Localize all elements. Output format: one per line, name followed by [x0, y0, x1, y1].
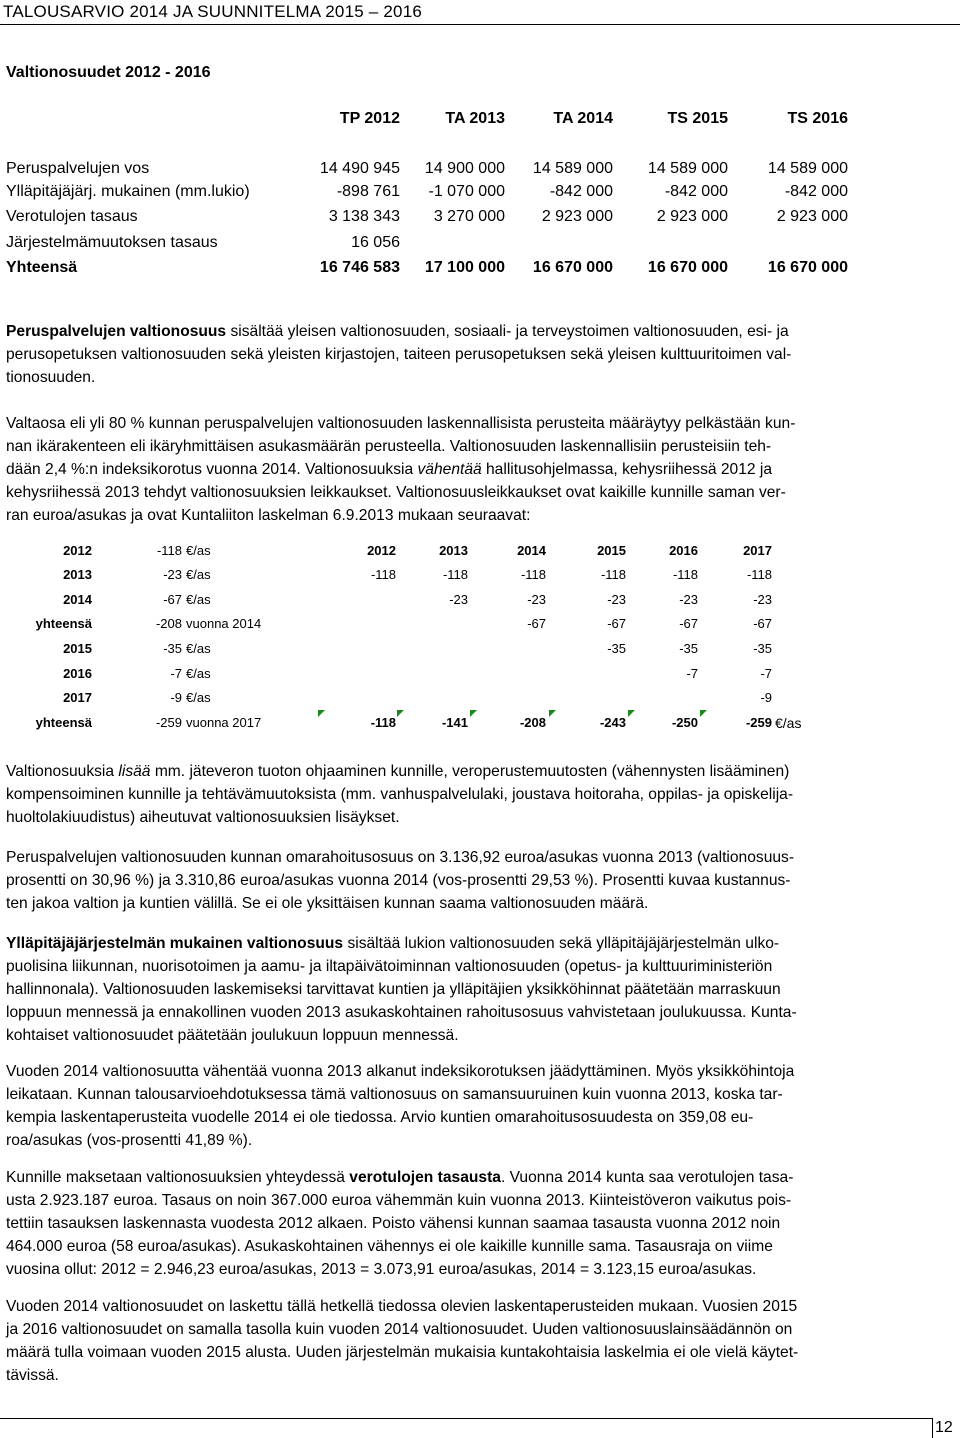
table-cell: -118: [370, 567, 396, 582]
comment-marker-icon: [549, 710, 556, 717]
row-label: Ylläpitäjäjärj. mukainen (mm.lukio): [6, 183, 250, 200]
paragraph-line: kohtaiset valtionosuudet päätetään joulukuun loppuun mennessä.: [6, 1027, 459, 1044]
row-label: yhteensä: [35, 715, 92, 730]
paragraph-line: ten jakoa valtion ja kuntien välillä. Se ei ole yksittäisen kunnan saama valtionosuuden määrä.: [6, 895, 649, 912]
row-amount: -259: [155, 715, 182, 730]
table-cell: -118: [520, 567, 546, 582]
row-unit: vuonna 2014: [186, 616, 262, 631]
paragraph-line: Valtaosa eli yli 80 % kunnan peruspalvelujen valtionosuuden laskennallisista perusteita määräytyy pelkästään kun-: [6, 415, 796, 432]
table-cell: -35: [753, 641, 772, 656]
row-label: Peruspalvelujen vos: [6, 160, 150, 177]
table-cell: 14 589 000: [767, 160, 848, 177]
table-cell: 14 490 945: [319, 160, 400, 177]
row-label: 2015: [63, 641, 92, 656]
paragraph-line: Vuoden 2014 valtionosuudet on laskettu tällä hetkellä tiedossa olevien laskentaperusteiden mukaan. Vuosien 2015: [6, 1298, 798, 1315]
row-amount: -118: [156, 543, 182, 558]
paragraph-line: nan ikärakenteen eli ikäryhmittäisen asukasmäärän perusteella. Valtionosuuden laskennallisiin perusteisiin teh-: [6, 438, 772, 455]
table-cell-total: 16 670 000: [647, 259, 728, 276]
table-cell: -243: [599, 715, 626, 730]
row-label: yhteensä: [35, 616, 92, 631]
table-cell-total: 17 100 000: [424, 259, 505, 276]
paragraph-line: kempia laskentaperusteita vuodelle 2014 ei ole tiedossa. Arvio kuntien omarahoitusosuudesta on 359,08 eu-: [6, 1109, 754, 1126]
paragraph-line: tionosuuden.: [6, 369, 96, 386]
column-header: TS 2015: [667, 110, 728, 127]
paragraph-line: roa/asukas (vos-prosentti 41,89 %).: [6, 1132, 253, 1149]
paragraph: [6, 1166, 954, 1281]
row-label: Verotulojen tasaus: [6, 208, 138, 225]
paragraph: [6, 760, 954, 829]
table-cell: -118: [672, 567, 698, 582]
table-cell: -842 000: [549, 183, 613, 200]
row-label-total: Yhteensä: [6, 259, 78, 276]
table-cell: -7: [760, 666, 772, 681]
paragraph-line: vuosina ollut: 2012 = 2.946,23 euroa/asukas, 2013 = 3.073,91 euroa/asukas, 2014 = 3.123,15 euroa/asukas.: [6, 1261, 757, 1278]
row-unit: €/as: [186, 592, 211, 607]
row-unit: €/as: [775, 715, 802, 731]
paragraph-line: 464.000 euroa (58 euroa/asukas). Asukaskohtainen vähennys ei ole kaikille kunnille sama. Tasausraja on viime: [6, 1238, 773, 1255]
row-amount: -35: [163, 641, 182, 656]
row-unit: €/as: [186, 666, 211, 681]
header-rule: [0, 24, 960, 25]
paragraph-line: usta 2.923.187 euroa. Tasaus on noin 367.000 euroa vähemmän kuin vuonna 2013. Kiinteistöveron vaikutus pois-: [6, 1192, 792, 1209]
table-cell: 3 138 343: [328, 208, 400, 225]
year-header: 2016: [669, 543, 698, 558]
row-label: 2017: [63, 690, 92, 705]
comment-marker-icon: [628, 710, 635, 717]
comment-marker-icon: [318, 710, 325, 717]
table-cell: 2 923 000: [776, 208, 848, 225]
table-cell: -23: [449, 592, 468, 607]
year-header: 2014: [517, 543, 546, 558]
table-cell: -35: [607, 641, 626, 656]
paragraph: [6, 412, 954, 527]
table-cell: -259: [745, 715, 772, 730]
row-amount: -7: [170, 666, 182, 681]
paragraph-line: prosentti on 30,96 %) ja 3.310,86 euroa/asukas vuonna 2014 (vos-prosentti 29,53 %). Prosentti kuvaa kustannus-: [6, 872, 791, 889]
year-header: 2015: [597, 543, 626, 558]
table-cell: -898 761: [336, 183, 400, 200]
paragraph-line: tettiin tasauksen laskennasta vuodesta 2012 alkaen. Poisto vähensi kunnan saamaa tasausta vuonna 2012 noin: [6, 1215, 781, 1232]
table-cell-total: 16 670 000: [767, 259, 848, 276]
table-cell: -9: [760, 690, 772, 705]
comment-marker-icon: [397, 710, 404, 717]
header-title: TALOUSARVIO 2014 JA SUUNNITELMA 2015 – 2016: [3, 2, 423, 21]
paragraph-line: loppuun mennessä ja ennakollinen vuoden 2013 asukaskohtainen rahoitusosuus vahvistetaan joulukuussa. Kunta-: [6, 1004, 797, 1021]
section-title: Valtionosuudet 2012 - 2016: [6, 64, 211, 81]
table-cell: -250: [671, 715, 698, 730]
table-cell: 2 923 000: [656, 208, 728, 225]
comment-marker-icon: [470, 710, 477, 717]
table-cell: -67: [679, 616, 698, 631]
table-cell: -842 000: [784, 183, 848, 200]
paragraph-line: kompensoiminen kunnille ja tehtävämuutoksista (mm. vanhuspalvelulaki, joustava hoitoraha, oppilas- ja opiskelija-: [6, 786, 794, 803]
table-cell: -208: [519, 715, 546, 730]
table-cell: 14 589 000: [647, 160, 728, 177]
paragraph-line: Kunnille maksetaan valtionosuuksien yhteydessä verotulojen tasausta. Vuonna 2014 kunta saa verotulojen tasa-: [6, 1169, 794, 1186]
paragraph-line: huoltolakiuudistus) aiheutuvat valtionosuuksien lisäykset.: [6, 809, 400, 826]
footer-rule: [0, 1418, 932, 1419]
table-cell: 14 589 000: [532, 160, 613, 177]
table-cell: 14 900 000: [424, 160, 505, 177]
column-header: TA 2014: [553, 110, 613, 127]
table-cell: -67: [607, 616, 626, 631]
row-amount: -208: [155, 616, 182, 631]
row-amount: -67: [163, 592, 182, 607]
table-cell-total: 16 746 583: [319, 259, 400, 276]
row-label: 2016: [63, 666, 92, 681]
paragraph-line: leikataan. Kunnan talousarvioehdotuksessa tämä valtionosuus on samansuuruinen kuin vuonna 2013, koska tar-: [6, 1086, 783, 1103]
table-cell: 2 923 000: [541, 208, 613, 225]
paragraph-line: Valtionosuuksia lisää mm. jäteveron tuoton ohjaaminen kunnille, veroperustemuutosten (vähennysten lisääminen): [6, 763, 790, 780]
paragraph-line: Ylläpitäjäjärjestelmän mukainen valtionosuus sisältää lukion valtionosuuden sekä ylläpitäjäjärjestelmän ulko-: [6, 935, 780, 952]
paragraph-line: ja 2016 valtionosuudet on samalla tasolla kuin vuoden 2014 valtionosuudet. Uuden valtionosuuslainsäädännön on: [6, 1321, 793, 1338]
table-cell: 16 056: [351, 234, 400, 251]
paragraph-line: kehysriihessä 2013 tehdyt valtionosuuksien leikkaukset. Valtionosuusleikkaukset ovat kaikille kunnille saman ver-: [6, 484, 786, 501]
row-label: 2012: [63, 543, 92, 558]
paragraph-line: Peruspalvelujen valtionosuus sisältää yleisen valtionosuuden, sosiaali- ja terveystoimen valtionosuuden, esi- ja: [6, 323, 789, 340]
paragraph-line: määrä tulla voimaan vuoden 2015 alusta. Uuden järjestelmän mukaisia kuntakohtaisia laskelmia ei ole vielä käytet-: [6, 1344, 799, 1361]
row-amount: -9: [170, 690, 182, 705]
paragraph-line: perusopetuksen valtionosuuden sekä yleisten kirjastojen, taiteen perusopetuksen sekä yleisen kulttuuritoimen val-: [6, 346, 792, 363]
table-cell: -23: [607, 592, 626, 607]
row-unit: €/as: [186, 690, 211, 705]
table-cell: -23: [753, 592, 772, 607]
paragraph: [6, 1295, 954, 1387]
table-cell: -67: [527, 616, 546, 631]
table-cell: -118: [370, 715, 396, 730]
paragraph-line: tävissä.: [6, 1367, 59, 1384]
row-unit: €/as: [186, 543, 211, 558]
row-label: 2013: [63, 567, 92, 582]
paragraph-line: Vuoden 2014 valtionosuutta vähentää vuonna 2013 alkanut indeksikorotuksen jäädyttäminen. Myös yksikköhintoja: [6, 1063, 795, 1080]
table-cell: -23: [527, 592, 546, 607]
table-cell: -67: [753, 616, 772, 631]
table-cell-total: 16 670 000: [532, 259, 613, 276]
footer-divider: [932, 1418, 933, 1438]
paragraph-line: puolisina liikunnan, nuorisotoimen ja aamu- ja iltapäivätoiminnan valtionosuuden (opetus- ja kulttuuriministeriön: [6, 958, 773, 975]
year-header: 2012: [367, 543, 396, 558]
row-label: Järjestelmämuutoksen tasaus: [6, 234, 218, 251]
row-unit: vuonna 2017: [186, 715, 262, 730]
table-cell: -7: [686, 666, 698, 681]
column-header: TS 2016: [787, 110, 848, 127]
paragraph: [6, 1060, 954, 1152]
year-header: 2017: [743, 543, 772, 558]
paragraph: [6, 320, 954, 389]
row-label: 2014: [63, 592, 92, 607]
paragraph-line: ran euroa/asukas ja ovat Kuntaliiton laskelman 6.9.2013 mukaan seuraavat:: [6, 507, 531, 524]
table-cell: -35: [679, 641, 698, 656]
running-header: [0, 0, 960, 24]
table-cell: -118: [442, 567, 468, 582]
table-cell: 3 270 000: [433, 208, 505, 225]
paragraph: [6, 846, 954, 915]
paragraph-line: Peruspalvelujen valtionosuuden kunnan omarahoitusosuus on 3.136,92 euroa/asukas vuonna 2013 (valtionosuus-: [6, 849, 795, 866]
table-cell: -118: [746, 567, 772, 582]
table-cell: -141: [441, 715, 468, 730]
year-header: 2013: [439, 543, 468, 558]
page-number: 12: [935, 1419, 953, 1436]
table-cell: -1 070 000: [428, 183, 505, 200]
column-header: TA 2013: [445, 110, 505, 127]
comment-marker-icon: [700, 710, 707, 717]
row-amount: -23: [163, 567, 182, 582]
paragraph-line: hallinnonala). Valtionosuuden laskemiseksi tarvittavat kuntien ja ylläpitäjien yksikköhinnat päätetään marraskuun: [6, 981, 781, 998]
paragraph-line: dään 2,4 %:n indeksikorotus vuonna 2014. Valtionosuuksia vähentää hallitusohjelmassa, kehysriihessä 2012 ja: [6, 461, 773, 478]
row-unit: €/as: [186, 567, 211, 582]
paragraph: [6, 932, 954, 1047]
column-header: TP 2012: [339, 110, 400, 127]
table-cell: -23: [679, 592, 698, 607]
row-unit: €/as: [186, 641, 211, 656]
table-cell: -842 000: [664, 183, 728, 200]
table-cell: -118: [600, 567, 626, 582]
